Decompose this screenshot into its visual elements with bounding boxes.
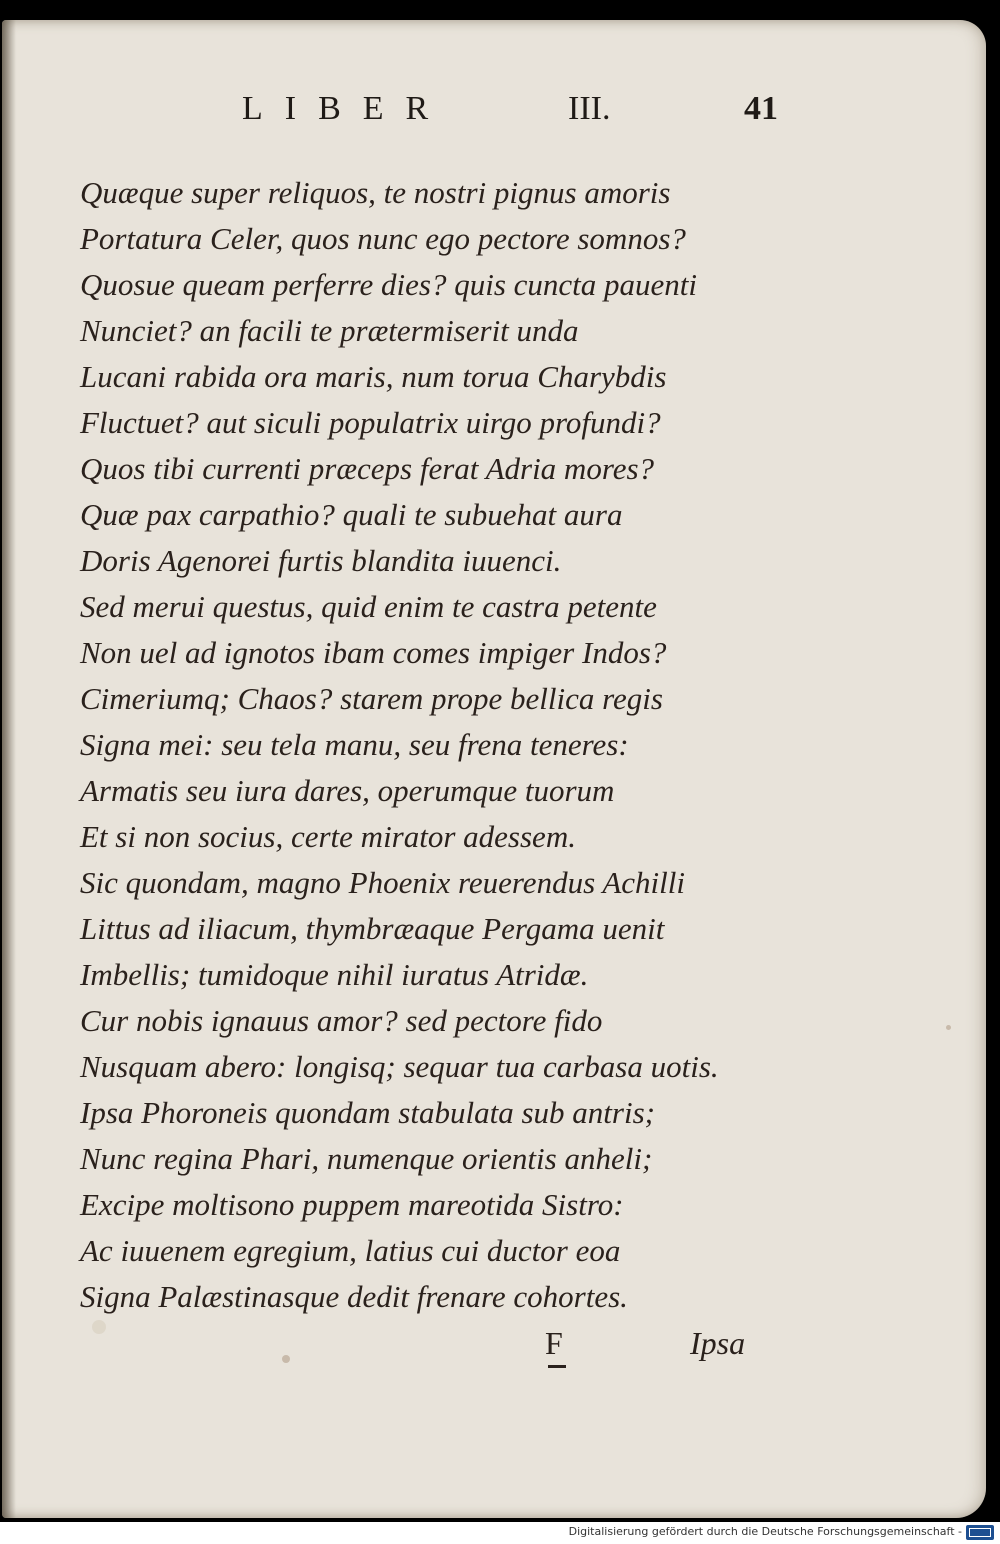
paper-stain: [92, 1320, 106, 1334]
verse-line: Nunciet? an facili te prætermiserit unda: [80, 313, 579, 348]
verse-line: Lucani rabida ora maris, num torua Charybdis: [80, 359, 667, 394]
dfg-logo-icon: [966, 1525, 994, 1540]
verse-line: Cimeriumq; Chaos? starem prope bellica regis: [80, 681, 663, 716]
verse-line: Sic quondam, magno Phoenix reuerendus Achilli: [80, 865, 685, 900]
verse-line: Signa Palæstinasque dedit frenare cohortes.: [80, 1279, 628, 1314]
signature-mark: F: [545, 1325, 563, 1361]
verse-text: [80, 170, 800, 1320]
verse-line: Quæque super reliquos, te nostri pignus amoris: [80, 175, 671, 210]
running-head: LIBER: [242, 90, 451, 127]
verse-line: Cur nobis ignauus amor? sed pectore fido: [80, 1003, 603, 1038]
verse-line: Et si non socius, certe mirator adessem.: [80, 819, 576, 854]
verse-line: Sed merui questus, quid enim te castra petente: [80, 589, 657, 624]
verse-line: Fluctuet? aut siculi populatrix uirgo profundi?: [80, 405, 661, 440]
page-footer: [2, 1325, 986, 1385]
spine-shadow: [2, 20, 16, 1518]
paper-stain: [946, 1025, 951, 1030]
verse-line: Quos tibi currenti præceps ferat Adria mores?: [80, 451, 655, 486]
verse-line: Doris Agenorei furtis blandita iuuenci.: [80, 543, 562, 578]
verse-line: Littus ad iliacum, thymbræaque Pergama uenit: [80, 911, 665, 946]
verse-line: Nusquam abero: longisq; sequar tua carbasa uotis.: [80, 1049, 719, 1084]
paper-stain: [282, 1355, 290, 1363]
signature-dash: [548, 1365, 566, 1368]
digitization-credit-bar: [0, 1522, 1000, 1544]
book-number: III.: [568, 90, 611, 127]
verse-line: Armatis seu iura dares, operumque tuorum: [80, 773, 615, 808]
verse-line: Non uel ad ignotos ibam comes impiger Indos?: [80, 635, 667, 670]
verse-line: Quæ pax carpathio? quali te subuehat aura: [80, 497, 623, 532]
verse-line: Excipe moltisono puppem mareotida Sistro:: [80, 1187, 624, 1222]
verse-line: Ac iuuenem egregium, latius cui ductor eoa: [80, 1233, 621, 1268]
verse-line: Nunc regina Phari, numenque orientis anheli;: [80, 1141, 653, 1176]
verse-line: Portatura Celer, quos nunc ego pectore somnos?: [80, 221, 686, 256]
verse-line: Signa mei: seu tela manu, seu frena teneres:: [80, 727, 629, 762]
page-header: [2, 90, 986, 150]
book-page: [2, 20, 986, 1518]
verse-line: Imbellis; tumidoque nihil iuratus Atridæ.: [80, 957, 589, 992]
credit-text: Digitalisierung gefördert durch die Deutsche Forschungsgemeinschaft -: [568, 1525, 962, 1538]
page-number: 41: [744, 90, 778, 127]
verse-line: Quosue queam perferre dies? quis cuncta pauenti: [80, 267, 698, 302]
catchword: Ipsa: [690, 1325, 746, 1361]
verse-line: Ipsa Phoroneis quondam stabulata sub antris;: [80, 1095, 655, 1130]
